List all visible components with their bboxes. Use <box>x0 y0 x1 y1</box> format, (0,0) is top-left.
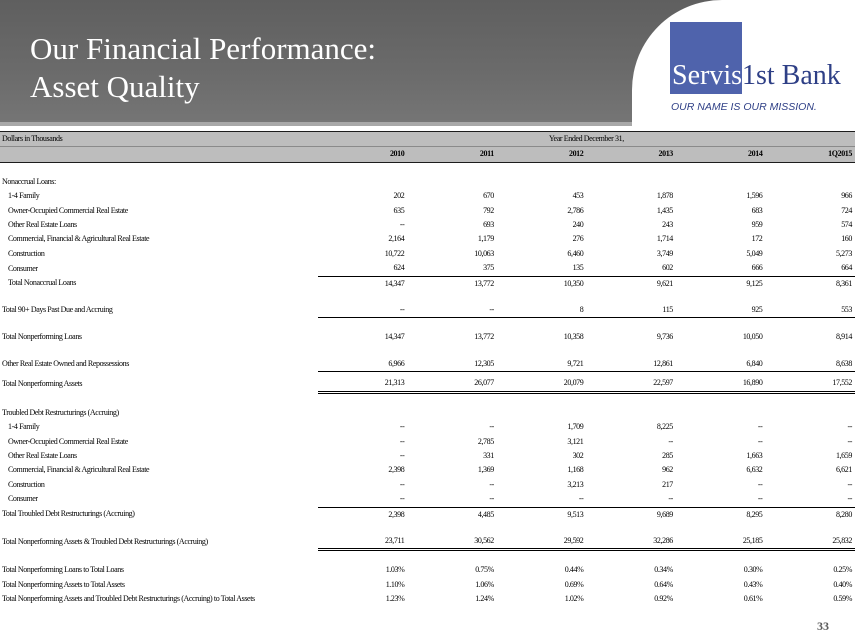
cell-value: 3,749 <box>656 248 673 258</box>
cell-value: 12,861 <box>586 357 676 372</box>
row-label: Construction <box>8 479 45 489</box>
cell-value: -- <box>847 436 852 446</box>
cell-value: 670 <box>483 191 494 201</box>
cell-value: 13,772 <box>474 332 494 342</box>
cell-value: -- <box>757 479 763 489</box>
row-label: Total 90+ Days Past Due and Accruing <box>2 305 113 315</box>
column-header-2014: 2014 <box>676 147 766 162</box>
cell-value: 0.25% <box>833 565 852 575</box>
cell-value: 1,878 <box>656 191 673 201</box>
cell-value: 962 <box>662 465 673 475</box>
cell-value: -- <box>399 436 405 446</box>
cell-value: 553 <box>765 303 855 318</box>
row-label: Total Nonperforming Assets & Troubled Debt Restructurings (Accruing) <box>2 536 208 546</box>
table-row <box>0 463 855 477</box>
cell-value: -- <box>847 479 852 489</box>
total-row <box>0 534 855 550</box>
cell-value: 135 <box>497 261 587 276</box>
row-label: Consumer <box>8 263 38 273</box>
asset-quality-table-container <box>0 131 855 607</box>
column-header-2011: 2011 <box>407 147 497 162</box>
cell-value: 1.10% <box>385 579 405 589</box>
cell-value: 3,213 <box>567 479 584 489</box>
cell-value: 2,398 <box>388 509 405 519</box>
cell-value: -- <box>399 422 405 432</box>
cell-value: -- <box>668 436 673 446</box>
row-label: Owner-Occupied Commercial Real Estate <box>8 205 128 215</box>
table-row <box>0 204 855 218</box>
cell-value: 16,890 <box>676 376 766 392</box>
slide-title-line-1: Our Financial Performance: <box>30 31 377 66</box>
cell-value: 0.59% <box>833 594 852 604</box>
cell-value: 9,513 <box>567 509 584 519</box>
cell-value: -- <box>407 492 497 507</box>
cell-value: 635 <box>393 205 405 215</box>
cell-value: -- <box>318 303 408 318</box>
table-row <box>0 420 855 434</box>
asset-quality-table <box>0 131 855 607</box>
row-label: Total Troubled Debt Restructurings (Accruing) <box>2 509 135 519</box>
table-body <box>0 162 855 606</box>
slide-title-line-2: Asset Quality <box>30 69 200 104</box>
cell-value: 1,596 <box>746 191 763 201</box>
ratio-row <box>0 563 855 577</box>
cell-value: 1.24% <box>475 594 494 604</box>
page-number: 33 <box>817 619 829 633</box>
cell-value: 792 <box>483 205 494 215</box>
row-label: 1-4 Family <box>8 422 40 432</box>
cell-value: 1,659 <box>835 450 852 460</box>
cell-value: 9,736 <box>656 332 673 342</box>
row-label: Consumer <box>8 494 38 504</box>
cell-value: 0.34% <box>654 565 673 575</box>
column-header-2013: 2013 <box>586 147 676 162</box>
cell-value: 240 <box>572 220 584 230</box>
cell-value: 453 <box>572 191 584 201</box>
cell-value: 26,077 <box>407 376 497 392</box>
cell-value: 1.02% <box>564 594 584 604</box>
ratio-row <box>0 578 855 592</box>
cell-value: 217 <box>662 479 673 489</box>
cell-value: 302 <box>572 450 584 460</box>
cell-value: 666 <box>676 261 766 276</box>
cell-value: -- <box>318 492 408 507</box>
cell-value: 202 <box>393 191 405 201</box>
table-row <box>0 303 855 318</box>
cell-value: 29,592 <box>497 534 587 550</box>
table-row <box>0 357 855 372</box>
row-label: Commercial, Financial & Agricultural Real Estate <box>8 234 150 244</box>
cell-value: 0.61% <box>743 594 763 604</box>
bank-logo <box>672 60 841 92</box>
row-label: Total Nonperforming Loans to Total Loans <box>2 565 124 575</box>
cell-value: 8,295 <box>746 509 763 519</box>
cell-value: 6,966 <box>318 357 408 372</box>
cell-value: 8,914 <box>835 332 852 342</box>
cell-value: 5,273 <box>835 248 852 258</box>
row-label: Total Nonperforming Assets and Troubled Debt Restructurings (Accruing) to Total Assets <box>2 594 255 604</box>
total-row <box>0 376 855 392</box>
cell-value: 602 <box>586 261 676 276</box>
row-label: Other Real Estate Owned and Repossessions <box>2 359 129 369</box>
row-label: Total Nonperforming Loans <box>2 332 82 342</box>
cell-value: 14,347 <box>384 278 405 288</box>
table-header-row-years <box>0 147 855 162</box>
row-label: Other Real Estate Loans <box>8 220 77 230</box>
section-label-tdr: Troubled Debt Restructurings (Accruing) <box>2 407 119 417</box>
cell-value: 160 <box>841 234 852 244</box>
cell-value: 9,621 <box>656 278 673 288</box>
cell-value: 1.23% <box>385 594 405 604</box>
cell-value: -- <box>399 220 405 230</box>
cell-value: 693 <box>483 220 494 230</box>
table-row <box>0 492 855 507</box>
total-row <box>0 507 855 522</box>
corner-label: Dollars in Thousands <box>0 132 318 147</box>
cell-value: 6,460 <box>567 248 584 258</box>
cell-value: 8,225 <box>656 422 673 432</box>
cell-value: 8,280 <box>835 509 852 519</box>
logo-word-1st-bank: 1st Bank <box>742 60 841 91</box>
cell-value: 959 <box>751 220 763 230</box>
cell-value: 1,714 <box>656 234 673 244</box>
cell-value: 1,435 <box>656 205 673 215</box>
cell-value: 1,168 <box>567 465 584 475</box>
cell-value: 172 <box>751 234 763 244</box>
cell-value: 683 <box>751 205 763 215</box>
cell-value: 10,358 <box>563 332 584 342</box>
ratio-row <box>0 592 855 606</box>
cell-value: 724 <box>841 205 852 215</box>
cell-value: 1,369 <box>477 465 494 475</box>
cell-value: 115 <box>586 303 676 318</box>
cell-value: 0.75% <box>475 565 494 575</box>
cell-value: 375 <box>407 261 497 276</box>
cell-value: 9,125 <box>746 278 763 288</box>
cell-value: 12,305 <box>407 357 497 372</box>
cell-value: 9,689 <box>656 509 673 519</box>
cell-value: 1,179 <box>477 234 494 244</box>
cell-value: 243 <box>662 220 673 230</box>
cell-value: 1.06% <box>475 579 494 589</box>
cell-value: 9,721 <box>497 357 587 372</box>
cell-value: 966 <box>841 191 852 201</box>
cell-value: 1.03% <box>385 565 405 575</box>
cell-value: -- <box>757 422 763 432</box>
logo-word-servis: Servis <box>672 60 742 91</box>
cell-value: -- <box>676 492 766 507</box>
row-label: Total Nonperforming Assets to Total Assets <box>2 579 125 589</box>
cell-value: 30,562 <box>407 534 497 550</box>
cell-value: 5,049 <box>746 248 763 258</box>
cell-value: 2,786 <box>567 205 584 215</box>
table-row <box>0 435 855 449</box>
table-row <box>0 247 855 261</box>
row-label: Owner-Occupied Commercial Real Estate <box>8 436 128 446</box>
section-label-nonaccrual: Nonaccrual Loans: <box>2 176 56 186</box>
section-header-row <box>0 406 855 420</box>
table-row <box>0 261 855 276</box>
column-header-2012: 2012 <box>497 147 587 162</box>
cell-value: 1,663 <box>746 450 763 460</box>
cell-value: 2,785 <box>477 436 494 446</box>
cell-value: 21,313 <box>318 376 408 392</box>
cell-value: 17,552 <box>765 376 855 392</box>
table-row <box>0 232 855 246</box>
cell-value: 2,164 <box>388 234 405 244</box>
logo-tagline: OUR NAME IS OUR MISSION. <box>671 101 817 113</box>
section-header-row <box>0 175 855 189</box>
cell-value: 285 <box>662 450 673 460</box>
cell-value: 2,398 <box>388 465 405 475</box>
cell-value: 0.64% <box>654 579 673 589</box>
cell-value: -- <box>399 450 405 460</box>
cell-value: 0.69% <box>564 579 584 589</box>
cell-value: 276 <box>572 234 584 244</box>
row-label: Other Real Estate Loans <box>8 450 77 460</box>
cell-value: 25,832 <box>765 534 855 550</box>
cell-value: 13,772 <box>474 278 494 288</box>
table-row <box>0 449 855 463</box>
cell-value: 6,621 <box>835 465 852 475</box>
row-label: Commercial, Financial & Agricultural Real Estate <box>8 465 150 475</box>
cell-value: 1,709 <box>567 422 584 432</box>
cell-value: 3,121 <box>567 436 584 446</box>
cell-value: 32,286 <box>586 534 676 550</box>
cell-value: 664 <box>765 261 855 276</box>
row-label: 1-4 Family <box>8 191 40 201</box>
cell-value: 574 <box>841 220 852 230</box>
cell-value: 10,722 <box>384 248 405 258</box>
cell-value: 8,638 <box>765 357 855 372</box>
cell-value: 6,840 <box>676 357 766 372</box>
row-label: Total Nonaccrual Loans <box>8 278 76 288</box>
cell-value: 10,063 <box>474 248 494 258</box>
table-header-row-group <box>0 132 855 147</box>
column-header-2010: 2010 <box>318 147 408 162</box>
cell-value: -- <box>489 479 494 489</box>
cell-value: 10,350 <box>563 278 584 288</box>
cell-value: 0.44% <box>564 565 584 575</box>
cell-value: -- <box>399 479 405 489</box>
cell-value: 925 <box>676 303 766 318</box>
group-header: Year Ended December 31, <box>318 132 855 147</box>
row-label: Total Nonperforming Assets <box>2 379 83 389</box>
row-label: Construction <box>8 248 45 258</box>
cell-value: 20,079 <box>497 376 587 392</box>
cell-value: -- <box>765 492 855 507</box>
cell-value: 0.30% <box>743 565 763 575</box>
cell-value: 0.40% <box>833 579 852 589</box>
cell-value: 624 <box>318 261 408 276</box>
table-row <box>0 478 855 492</box>
cell-value: -- <box>586 492 676 507</box>
cell-value: -- <box>847 422 852 432</box>
cell-value: 25,185 <box>676 534 766 550</box>
cell-value: -- <box>497 492 587 507</box>
cell-value: 331 <box>483 450 494 460</box>
cell-value: 10,050 <box>742 332 763 342</box>
cell-value: 14,347 <box>384 332 405 342</box>
cell-value: 0.43% <box>743 579 763 589</box>
total-row <box>0 276 855 291</box>
cell-value: 8 <box>497 303 587 318</box>
cell-value: 23,711 <box>318 534 408 550</box>
cell-value: -- <box>407 303 497 318</box>
total-row <box>0 330 855 344</box>
cell-value: -- <box>757 436 763 446</box>
table-row <box>0 218 855 232</box>
cell-value: 0.92% <box>654 594 673 604</box>
cell-value: 22,597 <box>586 376 676 392</box>
column-header-1q2015: 1Q2015 <box>765 147 855 162</box>
cell-value: -- <box>489 422 494 432</box>
cell-value: 4,485 <box>477 509 494 519</box>
cell-value: 6,632 <box>746 465 763 475</box>
slide-title <box>30 30 376 106</box>
table-row <box>0 189 855 203</box>
cell-value: 8,361 <box>835 278 852 288</box>
